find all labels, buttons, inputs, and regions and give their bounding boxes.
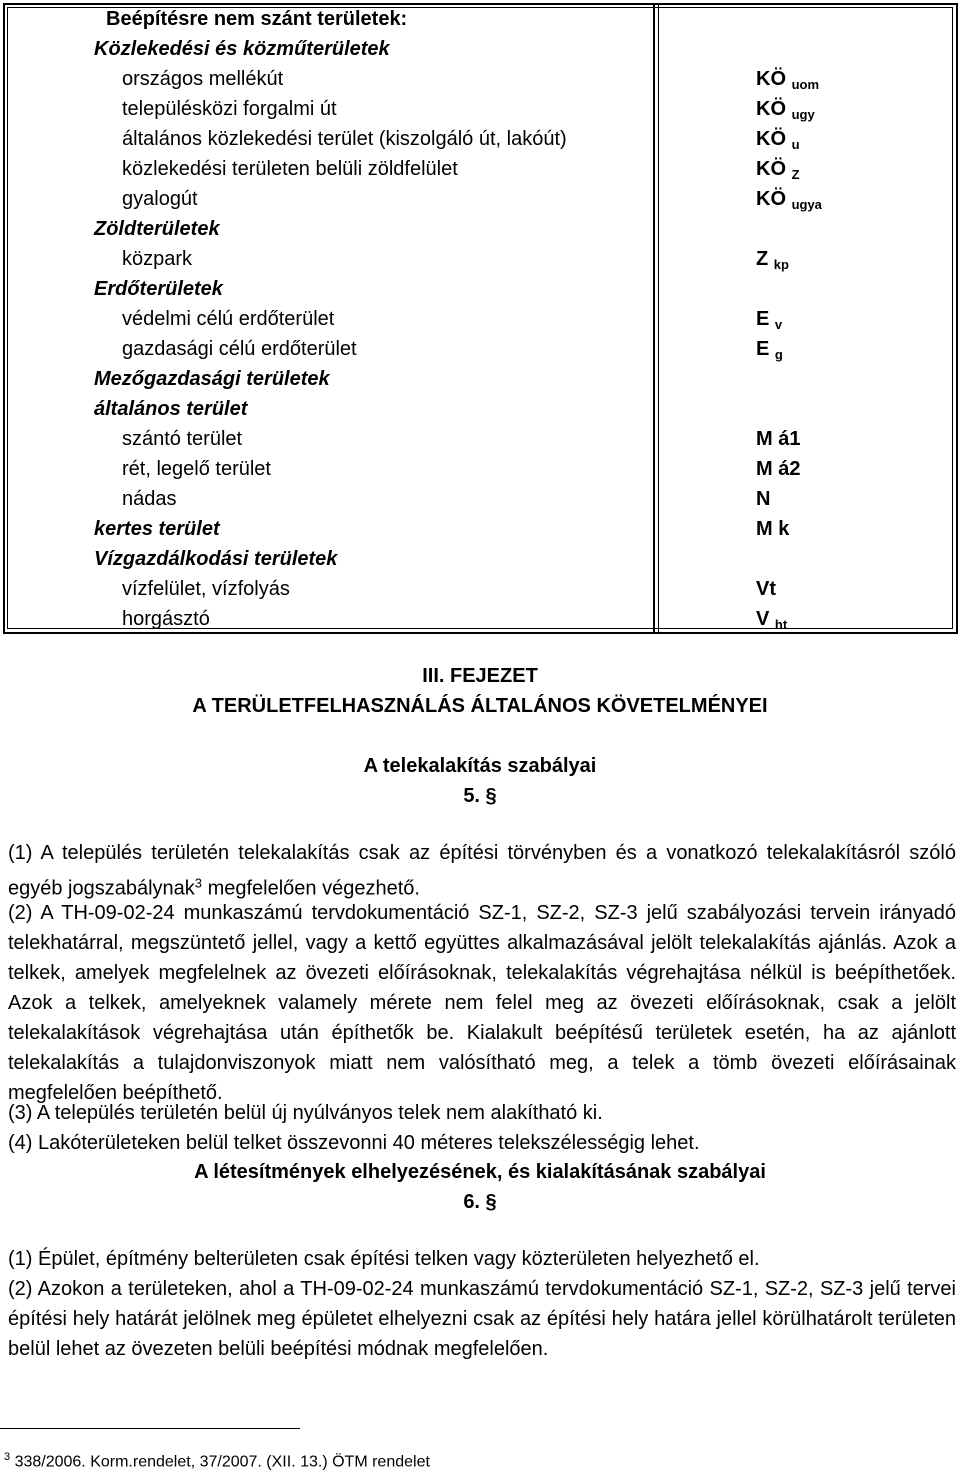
table-row-label: horgásztó xyxy=(122,608,210,630)
table-row-label: Beépítésre nem szánt területek: xyxy=(106,8,408,30)
zone-code: M k xyxy=(756,518,790,540)
footnote-reference: 3 xyxy=(194,875,203,890)
table-row-label: Mezőgazdasági területek xyxy=(94,368,330,390)
zone-code: KÖ $_Z$ xyxy=(756,158,800,182)
table-row-label: közlekedési területen belüli zöldfelület xyxy=(122,158,458,180)
table-column-divider xyxy=(653,5,655,632)
section5-number: 5. § xyxy=(463,785,497,807)
section6-number: 6. § xyxy=(463,1191,497,1213)
table-row-label: védelmi célú erdőterület xyxy=(122,308,335,330)
section6-heading: A létesítmények elhelyezésének, és kialakításának szabályai xyxy=(194,1161,766,1183)
footnote-text: 338/2006. Korm.rendelet, 37/2007. (XII. 13.) ÖTM rendelet xyxy=(10,1453,430,1471)
section6-paragraph-2: (2) Azokon a területeken, ahol a TH-09-02-24 munkaszámú tervdokumentáció SZ-1, SZ-2, SZ-3 jelű tervei építési hely határát jelölnek meg épületet elhelyezni csak az építési hely határa jellel körülhatárolt területen belül lehet az övezeten belüli beépítési módnak megfelelően. xyxy=(8,1278,956,1360)
zone-code: V $_{ht}$ xyxy=(756,608,788,632)
section5-paragraph-4: (4) Lakóterületeken belül telket összevonni 40 méteres telekszélességig lehet. xyxy=(8,1132,700,1154)
table-column-divider-inner xyxy=(658,5,659,632)
table-row-label: Erdőterületek xyxy=(94,278,223,300)
chapter-number: III. FEJEZET xyxy=(422,665,538,687)
section6-paragraph-1: (1) Épület, építmény belterületen csak építési telken vagy közterületen helyezhető el. xyxy=(8,1248,760,1270)
zone-code: M á1 xyxy=(756,428,801,450)
table-row-label: Közlekedési és közműterületek xyxy=(94,38,390,60)
table-row-label: Vízgazdálkodási területek xyxy=(94,548,338,570)
zone-code: Z $_{kp}$ xyxy=(756,248,789,272)
section5-paragraph-2: (2) A TH-09-02-24 munkaszámú tervdokumentáció SZ-1, SZ-2, SZ-3 jelű szabályozási tervein irányadó telekhatárral, megszüntető jellel, vagy a kettő együttes alkalmazásával jelölt telekalakítás ajánlás. Azok a telkek, amelyek megfelelnek az övezeti előírásoknak, telekalakítás végrehajtása nélkül is beépíthetőek. Azok a telkek, amelyeknek valamely mérete nem felel meg az övezeti előírásoknak, csak a jelölt telekalakítások végrehajtása után építhetők be. Kialakult beépítésű területek esetén, ha az ajánlott telekalakítás a tulajdonviszonyok miatt nem valósítható meg, a telek a tömb övezeti előírásainak megfelelően beépíthető. xyxy=(8,902,956,1104)
footnote-number: 3 xyxy=(4,1451,11,1463)
chapter-title: A TERÜLETFELHASZNÁLÁS ÁLTALÁNOS KÖVETELMÉNYEI xyxy=(192,695,768,717)
zone-code: KÖ $_{ugya}$ xyxy=(756,188,822,212)
zone-code: E $_v$ xyxy=(756,308,783,332)
table-row-label: általános közlekedési terület (kiszolgáló út, lakóút) xyxy=(122,128,567,150)
zone-code: N xyxy=(756,488,771,510)
footnote-separator xyxy=(0,1428,300,1429)
table-row-label: kertes terület xyxy=(94,518,220,540)
table-row-label: vízfelület, vízfolyás xyxy=(122,578,290,600)
section5-p1-text-end: megfelelően végezhető. xyxy=(202,877,420,900)
zone-code: E $_g$ xyxy=(756,338,783,362)
section5-p1-text: (1) A település területén telekalakítás csak az építési törvényben és a vonatkozó telekalakításról szóló egyéb jogszabálynak xyxy=(8,842,956,900)
section5-paragraph-3: (3) A település területén belül új nyúlványos telek nem alakítható ki. xyxy=(8,1102,603,1124)
table-row-label: nádas xyxy=(122,488,177,510)
section5-paragraph-1 xyxy=(8,838,956,904)
table-row-label: országos mellékút xyxy=(122,68,284,90)
section5-heading: A telekalakítás szabályai xyxy=(363,755,597,777)
table-row-label: rét, legelő terület xyxy=(122,458,271,480)
zone-code: KÖ $_{uom}$ xyxy=(756,68,820,92)
table-row-label: Zöldterületek xyxy=(94,218,220,240)
zone-code: KÖ $_u$ xyxy=(756,128,800,152)
table-row-label: gazdasági célú erdőterület xyxy=(122,338,357,360)
zone-code: M á2 xyxy=(756,458,801,480)
zone-code: Vt xyxy=(756,578,776,600)
table-row-label: közpark xyxy=(122,248,193,270)
table-row-label: általános terület xyxy=(94,398,248,420)
table-row-label: településközi forgalmi út xyxy=(122,98,337,120)
table-row-label: szántó terület xyxy=(122,428,243,450)
zone-code: KÖ $_{ugy}$ xyxy=(756,98,815,122)
table-row-label: gyalogút xyxy=(122,188,198,210)
footnote xyxy=(4,1451,430,1471)
